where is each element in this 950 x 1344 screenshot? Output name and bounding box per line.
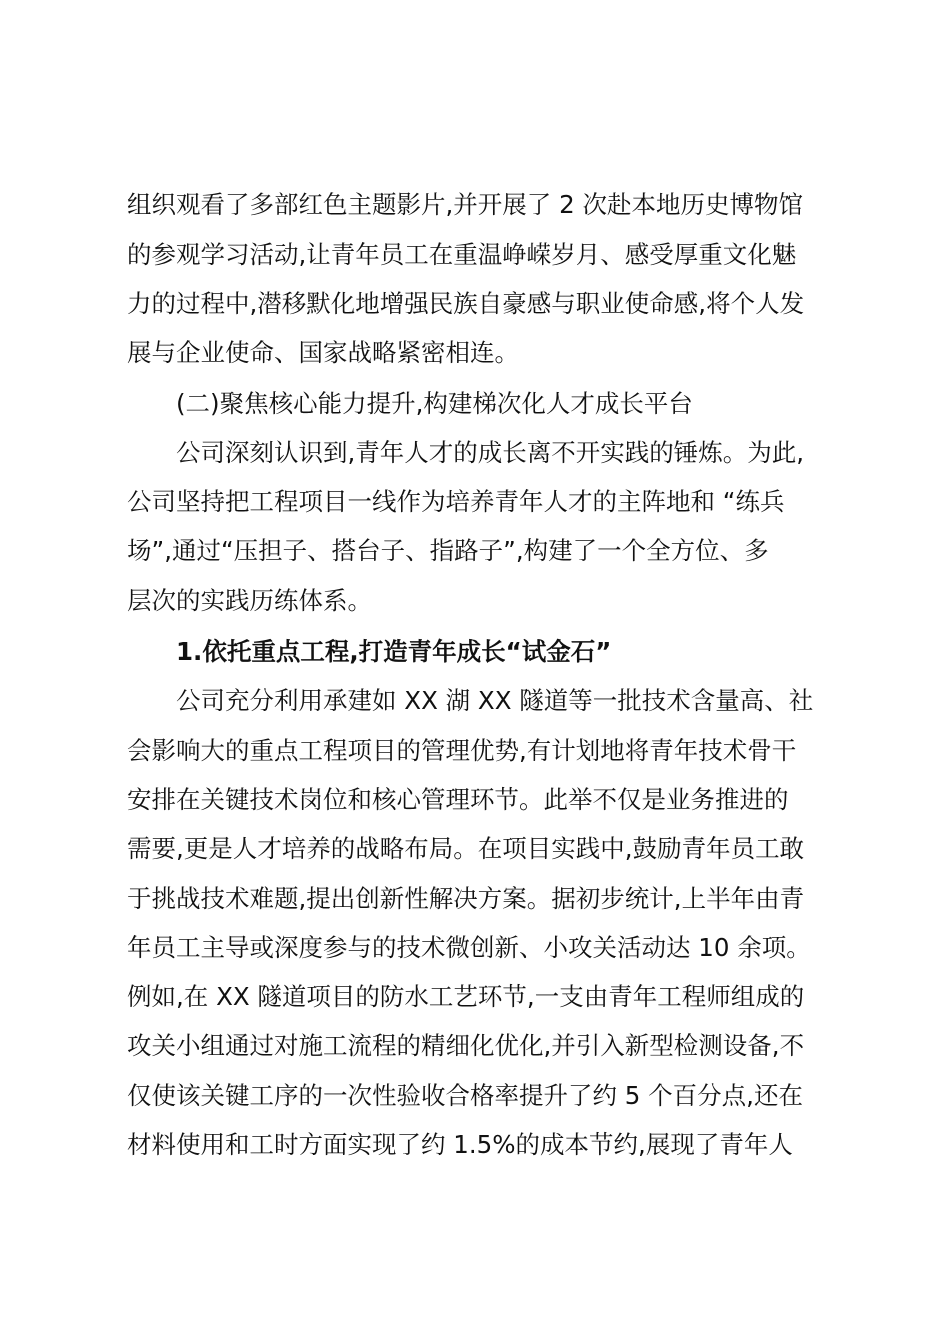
paragraph-line: 场”,通过“压担子、搭台子、指路子”,构建了一个全方位、多	[127, 536, 769, 565]
paragraph-line: 组织观看了多部红色主题影片,并开展了 2 次赴本地历史博物馆	[127, 190, 803, 219]
paragraph-line: 公司深刻认识到,青年人才的成长离不开实践的锤炼。为此,	[176, 438, 805, 467]
paragraph-line: 于挑战技术难题,提出创新性解决方案。据初步统计,上半年由青	[127, 884, 805, 913]
paragraph-line: 展与企业使命、国家战略紧密相连。	[127, 338, 519, 367]
paragraph-line: 需要,更是人才培养的战略布局。在项目实践中,鼓励青年员工敢	[127, 834, 805, 863]
paragraph-line: 会影响大的重点工程项目的管理优势,有计划地将青年技术骨干	[127, 736, 797, 765]
paragraph-line: 的参观学习活动,让青年员工在重温峥嵘岁月、感受厚重文化魅	[127, 240, 797, 269]
paragraph-line: 安排在关键技术岗位和核心管理环节。此举不仅是业务推进的	[127, 785, 789, 814]
paragraph-line: 年员工主导或深度参与的技术微创新、小攻关活动达 10 余项。	[127, 933, 811, 962]
paragraph-line: 例如,在 XX 隧道项目的防水工艺环节,一支由青年工程师组成的	[127, 982, 805, 1011]
paragraph-line: 攻关小组通过对施工流程的精细化优化,并引入新型检测设备,不	[127, 1031, 805, 1060]
paragraph-line: 力的过程中,潜移默化地增强民族自豪感与职业使命感,将个人发	[127, 289, 805, 318]
paragraph-line: 层次的实践历练体系。	[127, 586, 372, 615]
section-heading: (二)聚焦核心能力提升,构建梯次化人才成长平台	[176, 389, 693, 418]
paragraph-line: 公司坚持把工程项目一线作为培养青年人才的主阵地和 “练兵	[127, 487, 785, 516]
subsection-heading: 1.依托重点工程,打造青年成长“试金石”	[176, 637, 612, 666]
paragraph-line: 材料使用和工时方面实现了约 1.5%的成本节约,展现了青年人	[127, 1130, 793, 1159]
paragraph-line: 仅使该关键工序的一次性验收合格率提升了约 5 个百分点,还在	[127, 1081, 803, 1110]
paragraph-line: 公司充分利用承建如 XX 湖 XX 隧道等一批技术含量高、社	[176, 686, 814, 715]
